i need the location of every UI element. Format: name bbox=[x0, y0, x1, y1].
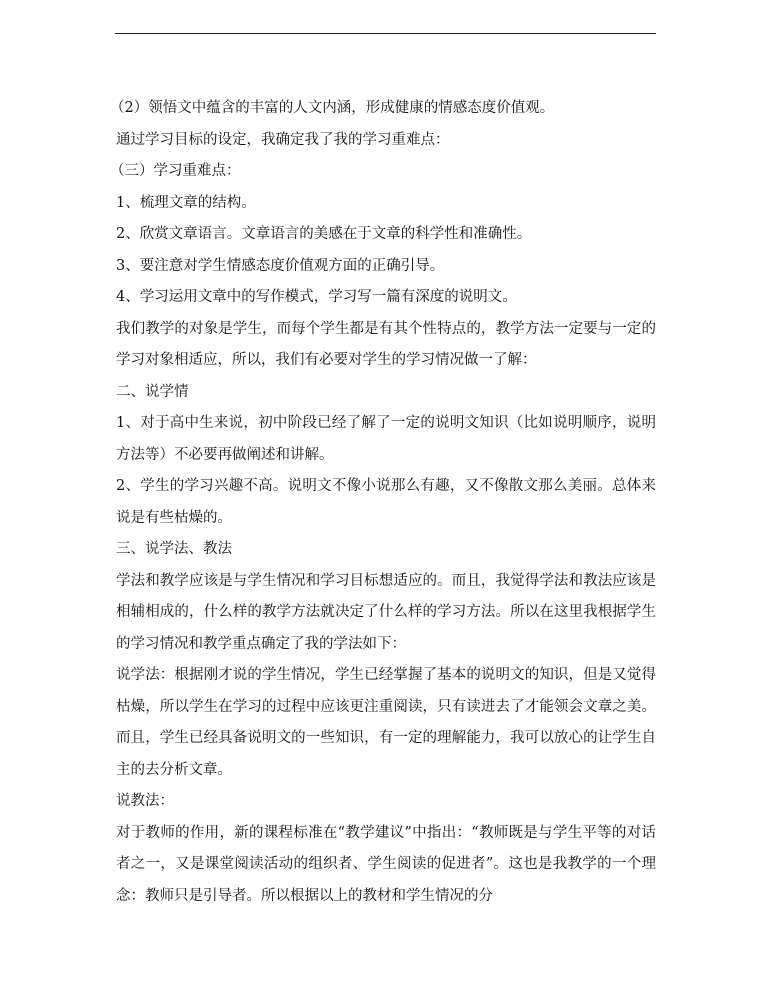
methods-heading: 三、说学法、教法 bbox=[116, 541, 232, 557]
students-point-2: 2、学生的学习兴趣不高。说明文不像小说那么有趣，又不像散文那么美丽。总体来说是有些枯燥的。 bbox=[116, 478, 656, 526]
document-body bbox=[110, 93, 656, 912]
key-points-heading: （三）学习重难点： bbox=[110, 163, 241, 179]
goal-2-paragraph: （2）领悟文中蕴含的丰富的人文内涵，形成健康的情感态度价值观。 bbox=[110, 100, 555, 116]
teaching-method-heading: 说教法： bbox=[116, 793, 174, 809]
students-point-1: 1、对于高中生来说，初中阶段已经了解了一定的说明文知识（比如说明顺序，说明方法等）不必要再做阐述和讲解。 bbox=[116, 415, 656, 463]
learning-method-paragraph: 说学法：根据刚才说的学生情况，学生已经掌握了基本的说明文的知识，但是又觉得枯燥，所以学生在学习的过程中应该更注重阅读，只有读进去了才能领会文章之美。而且，学生已经具备说明文的一些知识，有一定的理解能力，我可以放心的让学生自主的去分析文章。 bbox=[116, 667, 656, 778]
students-intro-paragraph: 我们教学的对象是学生，而每个学生都是有其个性特点的，教学方法一定要与一定的学习对象相适应，所以，我们有必要对学生的学习情况做一了解： bbox=[116, 320, 656, 368]
key-point-4: 4、学习运用文章中的写作模式，学习写一篇有深度的说明文。 bbox=[116, 289, 517, 305]
header-rule bbox=[115, 33, 656, 34]
key-point-1: 1、梳理文章的结构。 bbox=[116, 194, 256, 211]
transition-paragraph: 通过学习目标的设定，我确定我了我的学习重难点： bbox=[116, 131, 450, 148]
key-point-2: 2、欣赏文章语言。文章语言的美感在于文章的科学性和准确性。 bbox=[116, 226, 532, 242]
key-point-3: 3、要注意对学生情感态度价值观方面的正确引导。 bbox=[116, 257, 445, 274]
students-heading: 二、说学情 bbox=[116, 383, 189, 400]
methods-intro-paragraph: 学法和教学应该是与学生情况和学习目标想适应的。而且，我觉得学法和教法应该是相辅相成的，什么样的教学方法就决定了什么样的学习方法。所以在这里我根据学生的学习情况和教学重点确定了我的学法如下： bbox=[116, 572, 656, 652]
teaching-method-paragraph: 对于教师的作用，新的课程标准在“教学建议”中指出：“教师既是与学生平等的对话者之一，又是课堂阅读活动的组织者、学生阅读的促进者”。这也是我教学的一个理念：教师只是引导者。所以根据以上的教材和学生情况的分 bbox=[116, 824, 656, 904]
